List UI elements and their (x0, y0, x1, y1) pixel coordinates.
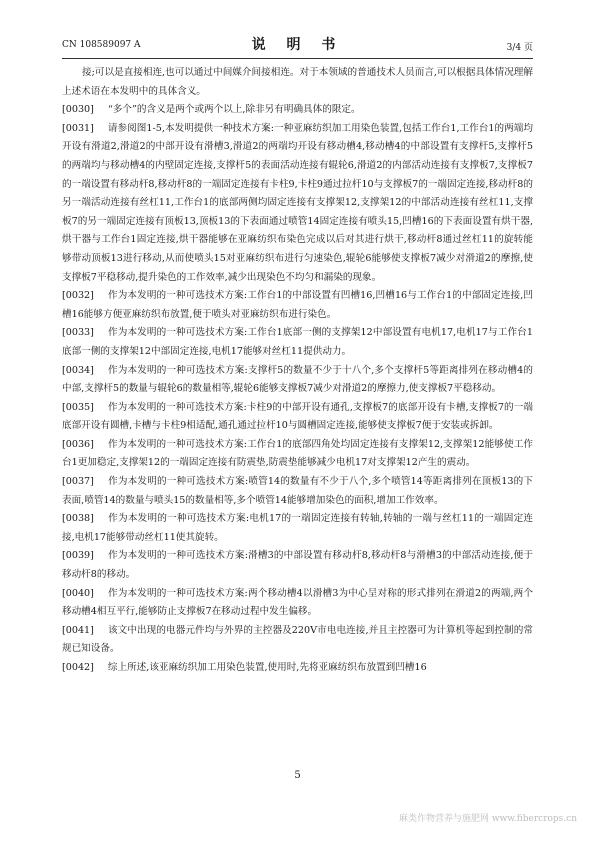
paragraph-text: “多个”的含义是两个或两个以上,除非另有明确具体的限定。 (107, 104, 361, 116)
paragraph-0040 (62, 585, 533, 622)
header-divider (62, 58, 533, 59)
paragraph-id: [0034] (62, 364, 94, 376)
watermark: 麻类作物营养与施肥网 www.fibercrops.cn (399, 814, 577, 824)
paragraph-0035 (62, 399, 533, 436)
paragraph-text: 该文中出现的电器元件均与外界的主控器及220V市电电连接,并且主控器可为计算机等起到控制的常规已知设备。 (62, 624, 533, 655)
paragraph-text: 作为本发明的一种可选技术方案:支撑杆5的数量不少于十八个,多个支撑杆5等距离排列在移动槽4的中部,支撑杆5的数量与辊轮6的数量相等,辊轮6能够支撑板7减少对滑道2的摩擦力,使支撑板7平稳移动。 (62, 364, 533, 395)
paragraph-id: [0037] (62, 476, 94, 488)
paragraph-text: 接;可以是直接相连,也可以通过中间媒介间接相连。对于本领域的普通技术人员而言,可以根据具体情况理解上述术语在本发明中的具体含义。 (62, 67, 533, 97)
paragraph-0037 (62, 473, 533, 510)
paragraph-0032 (62, 287, 533, 324)
paragraph-0036 (62, 436, 533, 473)
paragraph-id: [0035] (62, 401, 94, 413)
paragraph-id: [0036] (62, 438, 94, 450)
paragraph-0030 (62, 101, 533, 120)
paragraph-text: 作为本发明的一种可选技术方案:卡柱9的中部开设有通孔,支撑板7的底部开设有卡槽,支撑板7的一端底部开设有圆槽,卡槽与卡柱9相适配,通孔通过拉杆10与圆槽固定连接,能够使支撑板7便于安装或拆卸。 (62, 401, 533, 432)
paragraph-0031 (62, 120, 533, 287)
paragraph-0033 (62, 324, 533, 361)
paragraph-text: 作为本发明的一种可选技术方案:工作台1的底部四角处均固定连接有支撑架12,支撑架12能够使工作台1更加稳定,支撑架12的一端固定连接有防震垫,防震垫能够减少电机17对支撑架12产生的震动。 (62, 438, 533, 469)
patent-number: CN 108589097 A (62, 40, 141, 50)
paragraph-text: 作为本发明的一种可选技术方案:滑槽3的中部设置有移动杆8,移动杆8与滑槽3的中部活动连接,便于移动杆8的移动。 (62, 550, 533, 581)
paragraph-text: 作为本发明的一种可选技术方案:工作台1的中部设置有凹槽16,凹槽16与工作台1的中部固定连接,凹槽16能够方便亚麻纺织布放置,便于喷头对亚麻纺织布进行染色。 (62, 290, 533, 320)
document-body (62, 64, 533, 678)
paragraph-0038 (62, 510, 533, 547)
paragraph-0041 (62, 622, 533, 659)
paragraph-id: [0040] (62, 587, 94, 599)
paragraph-text: 作为本发明的一种可选技术方案:工作台1底部一侧的支撑架12中部设置有电机17,电机17与工作台1底部一侧的支撑架12中部固定连接,电机17能够对丝杠11提供动力。 (62, 327, 533, 357)
document-title: 说 明 书 (251, 37, 344, 53)
paragraph-text: 作为本发明的一种可选技术方案:两个移动槽4以滑槽3为中心呈对称的形式排列在滑道2的两端,两个移动槽4相互平行,能够防止支撑板7在移动过程中发生偏移。 (62, 587, 533, 618)
page-info: 3/4 页 (506, 43, 533, 53)
paragraph-continuation (62, 64, 533, 101)
paragraph-id: [0033] (62, 327, 94, 339)
paragraph-id: [0041] (62, 624, 94, 636)
paragraph-id: [0032] (62, 290, 94, 302)
paragraph-0034 (62, 362, 533, 399)
paragraph-id: [0038] (62, 513, 94, 525)
paragraph-0039 (62, 547, 533, 584)
paragraph-id: [0039] (62, 550, 94, 562)
paragraph-id: [0031] (62, 122, 94, 134)
paragraph-id: [0030] (62, 104, 94, 116)
paragraph-0042 (62, 659, 533, 678)
paragraph-text: 作为本发明的一种可选技术方案:电机17的一端固定连接有转轴,转轴的一端与丝杠11的一端固定连接,电机17能够带动丝杠11使其旋转。 (62, 513, 533, 543)
page-number: 5 (294, 770, 301, 781)
paragraph-text: 请参阅图1-5,本发明提供一种技术方案:一种亚麻纺织加工用染色装置,包括工作台1,工作台1的两端均开设有滑道2,滑道2的中部开设有滑槽3,滑道2的两端均开设有移动槽4,移动槽4的中部设置有支撑杆5,支撑杆5的两端均与移动槽4的内壁固定连接,支撑杆5的表面活动连接有辊轮6,滑道2的内部活动连接有支撑板7,支撑板7的一端设置有移动杆8,移动杆8的一端固定连接有卡柱9,卡柱9通过拉杆10与支撑板7的一端固定连接,移动杆8的另一端活动连接有丝杠11,工作台1的底部两侧均固定连接有支撑架12,支撑架12的中部活动连接有丝杠11,支撑板7的另一端固定连接有顶板13,顶板13的下表面通过喷管14固定连接有喷头15,凹槽16的下表面设置有烘干器,烘干器与工作台1固定连接,烘干器能够在亚麻纺织布染色完成以后对其进行烘干,移动杆8通过丝杠11的旋转能够带动顶板13进行移动,从而使喷头15对亚麻纺织布进行匀速染色,辊轮6能够使支撑板7减少对滑道2的摩擦,使支撑板7平稳移动,提升染色的工作效率,减少出现染色不均匀和漏染的现象。 (62, 122, 533, 283)
paragraph-id: [0042] (62, 662, 94, 673)
paragraph-text: 作为本发明的一种可选技术方案:喷管14的数量有不少于八个,多个喷管14等距离排列在顶板13的下表面,喷管14的数量与喷头15的数量相等,多个喷管14能够增加染色的面积,增加工作效率。 (62, 476, 533, 506)
page-header (62, 32, 533, 56)
paragraph-text: 综上所述,该亚麻纺织加工用染色装置,使用时,先将亚麻纺织布放置到凹槽16 (107, 662, 427, 673)
